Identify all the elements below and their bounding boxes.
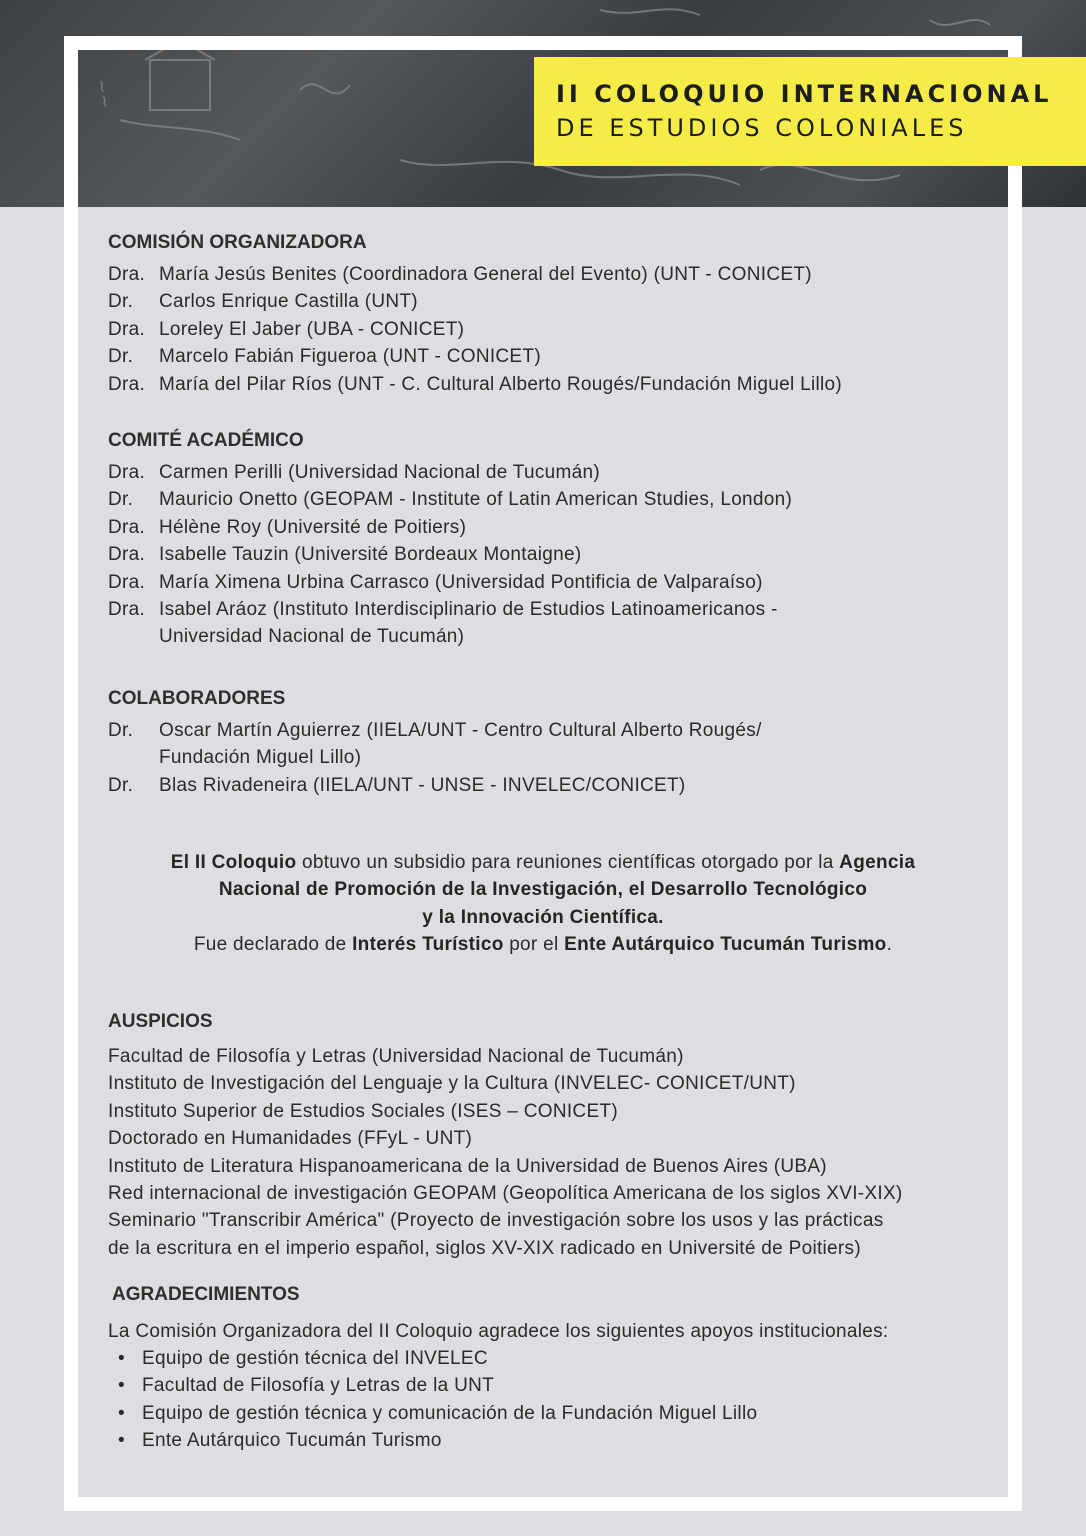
- heading-comite-academico: COMITÉ ACADÉMICO: [108, 430, 304, 451]
- bullet-icon: •: [118, 1348, 125, 1369]
- emphasis: y la Innovación Científica.: [422, 906, 664, 928]
- text: .: [886, 934, 893, 956]
- member-name: Loreley El Jaber (UBA - CONICET): [159, 318, 465, 340]
- member-title: Dr.: [108, 346, 134, 368]
- emphasis: Ente Autárquico Tucumán Turismo: [564, 934, 887, 956]
- emphasis: El II Coloquio: [170, 852, 297, 873]
- list-item: [108, 288, 842, 315]
- text: por el: [503, 934, 565, 956]
- subsidy-line-1: [78, 849, 1008, 876]
- list-item: Doctorado en Humanidades (FFyL - UNT): [108, 1128, 473, 1150]
- subsidy-line-3: [78, 904, 1008, 931]
- member-title: Dr.: [108, 291, 134, 313]
- member-name: Isabelle Tauzin (Université Bordeaux Montaigne): [159, 544, 582, 566]
- heading-comision-organizadora: COMISIÓN ORGANIZADORA: [108, 232, 367, 253]
- member-name: María Jesús Benites (Coordinadora General del Evento) (UNT - CONICET): [159, 264, 812, 285]
- member-name: Carmen Perilli (Universidad Nacional de Tucumán): [159, 462, 601, 483]
- member-title: Dra.: [108, 462, 146, 483]
- member-title: Dr.: [108, 720, 134, 741]
- heading-agradecimientos: AGRADECIMIENTOS: [112, 1284, 300, 1305]
- subsidy-line-4: [78, 931, 1008, 958]
- text: Fue declarado de: [193, 934, 353, 956]
- emphasis: Agencia: [839, 852, 916, 873]
- member-name: Mauricio Onetto (GEOPAM - Institute of Latin American Studies, London): [159, 489, 793, 511]
- emphasis: Interés Turístico: [352, 934, 504, 956]
- comision-list: [108, 261, 842, 398]
- bullet-icon: •: [118, 1375, 125, 1397]
- agradecimientos-intro: La Comisión Organizadora del II Coloquio agradece los siguientes apoyos institucionales:: [108, 1321, 889, 1342]
- member-name: Isabel Aráoz (Instituto Interdisciplinario de Estudios Latinoamericanos -: [159, 599, 778, 621]
- heading-colaboradores: COLABORADORES: [108, 688, 286, 709]
- list-item: [108, 316, 842, 343]
- member-title: Dr.: [108, 774, 134, 796]
- list-item: Instituto Superior de Estudios Sociales (ISES – CONICET): [108, 1100, 618, 1122]
- member-name: Oscar Martín Aguierrez (IIELA/UNT - Centro Cultural Alberto Rougés/: [159, 720, 762, 741]
- list-item-text: Equipo de gestión técnica del INVELEC: [142, 1348, 488, 1369]
- list-item: [108, 371, 842, 398]
- list-item: [108, 596, 792, 623]
- list-item: Red internacional de investigación GEOPAM (Geopolítica Americana de los siglos XVI-XIX): [108, 1183, 903, 1205]
- comite-list: [108, 459, 792, 651]
- list-item: [118, 1372, 757, 1399]
- list-item: Instituto de Investigación del Lenguaje y la Cultura (INVELEC- CONICET/UNT): [108, 1073, 796, 1095]
- heading-auspicios: AUSPICIOS: [108, 1011, 213, 1032]
- list-item: Instituto de Literatura Hispanoamericana de la Universidad de Buenos Aires (UBA): [108, 1155, 827, 1177]
- member-name: María del Pilar Ríos (UNT - C. Cultural Alberto Rougés/Fundación Miguel Lillo): [159, 373, 843, 395]
- list-item: [108, 772, 762, 799]
- list-item: [108, 514, 792, 541]
- member-title: Dra.: [108, 373, 146, 395]
- svg-text:~~: ~~: [90, 77, 116, 111]
- event-title-line-2: DE ESTUDIOS COLONIALES: [556, 114, 968, 142]
- member-name: Marcelo Fabián Figueroa (UNT - CONICET): [159, 346, 541, 368]
- member-name: Hélène Roy (Université de Poitiers): [159, 516, 467, 538]
- list-item-continuation: [108, 744, 762, 771]
- member-name-continuation: Fundación Miguel Lillo): [159, 747, 362, 769]
- list-item: [108, 717, 762, 744]
- member-title: Dra.: [108, 318, 146, 340]
- member-title: Dra.: [108, 264, 146, 285]
- list-item-text: Facultad de Filosofía y Letras de la UNT: [142, 1375, 495, 1397]
- member-title: Dra.: [108, 571, 146, 593]
- colaboradores-list: [108, 717, 762, 799]
- text: obtuvo un subsidio para reuniones científicas otorgado por la: [296, 852, 840, 873]
- event-title-box: [534, 57, 1086, 166]
- list-item: Seminario "Transcribir América" (Proyecto de investigación sobre los usos y las prácticas: [108, 1210, 884, 1232]
- member-name: Carlos Enrique Castilla (UNT): [159, 291, 418, 313]
- auspicios-list: [108, 1043, 903, 1262]
- member-name: María Ximena Urbina Carrasco (Universidad Pontificia de Valparaíso): [159, 571, 763, 593]
- member-title: Dr.: [108, 489, 134, 511]
- list-item: [118, 1427, 757, 1454]
- bullet-icon: •: [118, 1430, 125, 1452]
- member-title: Dra.: [108, 544, 146, 566]
- list-item: [108, 569, 792, 596]
- agradecimientos-list: [118, 1345, 757, 1455]
- list-item: [108, 261, 842, 288]
- member-name-continuation: Universidad Nacional de Tucumán): [159, 626, 465, 648]
- member-title: Dra.: [108, 599, 146, 621]
- list-item: Facultad de Filosofía y Letras (Universidad Nacional de Tucumán): [108, 1046, 684, 1067]
- member-title: Dra.: [108, 516, 146, 538]
- list-item: [118, 1400, 757, 1427]
- list-item: [108, 541, 792, 568]
- bullet-icon: •: [118, 1402, 125, 1424]
- list-item-text: Equipo de gestión técnica y comunicación de la Fundación Miguel Lillo: [142, 1402, 758, 1424]
- list-item: [118, 1345, 757, 1372]
- emphasis: Nacional de Promoción de la Investigación, el Desarrollo Tecnológico: [218, 879, 868, 901]
- list-item-text: Ente Autárquico Tucumán Turismo: [142, 1430, 442, 1452]
- list-item: de la escritura en el imperio español, siglos XV-XIX radicado en Université de Poitiers): [108, 1237, 861, 1259]
- list-item-continuation: [108, 623, 792, 650]
- list-item: [108, 343, 842, 370]
- event-title-line-1: II COLOQUIO INTERNACIONAL: [556, 80, 1053, 108]
- member-name: Blas Rivadeneira (IIELA/UNT - UNSE - INVELEC/CONICET): [159, 774, 686, 796]
- list-item: [108, 486, 792, 513]
- list-item: [108, 459, 792, 486]
- subsidy-paragraph: [78, 849, 1008, 959]
- subsidy-line-2: [78, 876, 1008, 903]
